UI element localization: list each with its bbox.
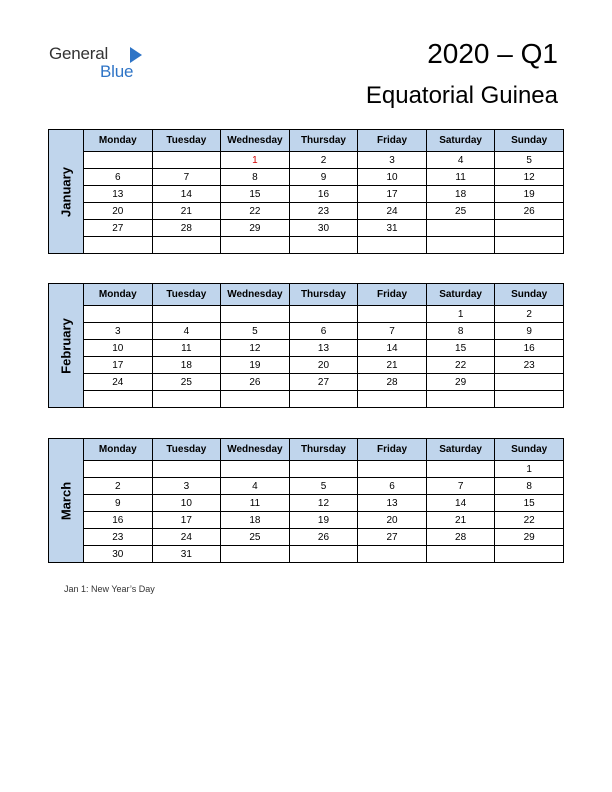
day-cell: 13 (84, 186, 153, 203)
day-cell: 17 (152, 512, 221, 529)
day-cell: 4 (221, 478, 290, 495)
day-cell (221, 546, 290, 563)
week-row (49, 357, 564, 374)
day-cell (358, 461, 427, 478)
month-label (49, 284, 84, 408)
week-row (49, 478, 564, 495)
day-cell: 9 (495, 323, 564, 340)
day-cell: 8 (495, 478, 564, 495)
day-cell: 15 (495, 495, 564, 512)
day-cell: 25 (221, 529, 290, 546)
day-cell: 10 (84, 340, 153, 357)
day-cell: 24 (358, 203, 427, 220)
day-cell: 12 (495, 169, 564, 186)
day-cell: 29 (426, 374, 495, 391)
day-cell: 13 (289, 340, 358, 357)
day-cell (152, 391, 221, 408)
day-cell: 2 (289, 152, 358, 169)
weekday-header: Thursday (289, 284, 358, 306)
day-cell (84, 391, 153, 408)
day-cell: 4 (426, 152, 495, 169)
day-cell: 31 (152, 546, 221, 563)
weekday-header: Friday (358, 284, 427, 306)
week-row (49, 495, 564, 512)
day-cell: 15 (426, 340, 495, 357)
day-cell (426, 237, 495, 254)
day-cell: 12 (221, 340, 290, 357)
day-cell: 11 (426, 169, 495, 186)
holiday-notes: Jan 1: New Year’s Day (64, 584, 155, 594)
logo-general-text: General (49, 44, 109, 63)
day-cell: 26 (221, 374, 290, 391)
day-cell: 29 (221, 220, 290, 237)
day-cell: 26 (289, 529, 358, 546)
day-cell: 2 (84, 478, 153, 495)
day-cell: 5 (495, 152, 564, 169)
week-row (49, 323, 564, 340)
day-cell: 29 (495, 529, 564, 546)
day-cell: 11 (221, 495, 290, 512)
day-cell: 26 (495, 203, 564, 220)
week-row (49, 461, 564, 478)
day-cell: 5 (289, 478, 358, 495)
day-cell: 10 (358, 169, 427, 186)
day-cell: 6 (289, 323, 358, 340)
day-cell (152, 237, 221, 254)
weekday-header: Tuesday (152, 130, 221, 152)
day-cell: 5 (221, 323, 290, 340)
day-cell: 19 (289, 512, 358, 529)
day-cell: 21 (152, 203, 221, 220)
weekday-header: Tuesday (152, 284, 221, 306)
week-row (49, 340, 564, 357)
day-cell: 16 (289, 186, 358, 203)
day-cell: 9 (289, 169, 358, 186)
weekday-header: Saturday (426, 439, 495, 461)
weekday-header: Sunday (495, 284, 564, 306)
weekday-header: Wednesday (221, 439, 290, 461)
day-cell (495, 220, 564, 237)
day-cell: 16 (495, 340, 564, 357)
day-cell: 20 (358, 512, 427, 529)
day-cell: 13 (358, 495, 427, 512)
day-cell: 25 (426, 203, 495, 220)
month-name: January (58, 166, 74, 217)
day-cell: 3 (358, 152, 427, 169)
day-cell (221, 461, 290, 478)
weekday-header: Wednesday (221, 284, 290, 306)
week-row (49, 203, 564, 220)
day-cell (84, 461, 153, 478)
week-row (49, 374, 564, 391)
week-row (49, 220, 564, 237)
month-label (49, 439, 84, 563)
day-cell: 23 (84, 529, 153, 546)
day-cell: 27 (84, 220, 153, 237)
day-cell (358, 237, 427, 254)
day-cell (289, 391, 358, 408)
logo-blue-text: Blue (100, 62, 134, 81)
month-name: March (58, 481, 74, 520)
weekday-header: Thursday (289, 439, 358, 461)
weekday-header: Friday (358, 439, 427, 461)
weekday-header: Friday (358, 130, 427, 152)
logo-flag-icon (130, 47, 142, 63)
day-cell: 7 (426, 478, 495, 495)
day-cell: 4 (152, 323, 221, 340)
day-cell: 24 (152, 529, 221, 546)
day-cell (221, 306, 290, 323)
logo (49, 44, 149, 84)
day-cell (358, 546, 427, 563)
day-cell (358, 391, 427, 408)
day-cell: 12 (289, 495, 358, 512)
day-cell (84, 237, 153, 254)
day-cell: 27 (358, 529, 427, 546)
day-cell: 20 (289, 357, 358, 374)
day-cell (358, 306, 427, 323)
day-cell: 20 (84, 203, 153, 220)
day-cell: 1 (221, 152, 290, 169)
day-cell (289, 546, 358, 563)
week-row (49, 391, 564, 408)
week-row (49, 169, 564, 186)
month-table (48, 438, 564, 563)
weekday-header: Monday (84, 284, 153, 306)
day-cell: 8 (221, 169, 290, 186)
day-cell (84, 152, 153, 169)
week-row (49, 237, 564, 254)
week-row (49, 186, 564, 203)
day-cell (426, 220, 495, 237)
month-table (48, 129, 564, 254)
month-block-march (48, 438, 564, 563)
month-label (49, 130, 84, 254)
day-cell: 22 (426, 357, 495, 374)
day-cell: 9 (84, 495, 153, 512)
day-cell (84, 306, 153, 323)
week-row (49, 306, 564, 323)
day-cell (221, 391, 290, 408)
day-cell (152, 152, 221, 169)
week-row (49, 529, 564, 546)
weekday-header: Tuesday (152, 439, 221, 461)
weekday-header: Saturday (426, 130, 495, 152)
day-cell (152, 461, 221, 478)
page-title: 2020 – Q1 (427, 38, 558, 69)
day-cell: 17 (358, 186, 427, 203)
day-cell: 23 (495, 357, 564, 374)
day-cell: 1 (495, 461, 564, 478)
week-row (49, 546, 564, 563)
day-cell: 14 (358, 340, 427, 357)
day-cell: 21 (358, 357, 427, 374)
month-block-february (48, 283, 564, 408)
day-cell: 27 (289, 374, 358, 391)
day-cell (495, 391, 564, 408)
week-row (49, 512, 564, 529)
day-cell: 2 (495, 306, 564, 323)
day-cell: 17 (84, 357, 153, 374)
day-cell: 22 (221, 203, 290, 220)
day-cell: 30 (289, 220, 358, 237)
month-block-january (48, 129, 564, 254)
weekday-header: Sunday (495, 439, 564, 461)
day-cell (289, 306, 358, 323)
day-cell (495, 546, 564, 563)
day-cell: 30 (84, 546, 153, 563)
day-cell (495, 237, 564, 254)
day-cell: 3 (152, 478, 221, 495)
day-cell: 16 (84, 512, 153, 529)
day-cell: 1 (426, 306, 495, 323)
day-cell (495, 374, 564, 391)
day-cell: 7 (358, 323, 427, 340)
day-cell: 28 (358, 374, 427, 391)
day-cell: 19 (221, 357, 290, 374)
week-row (49, 152, 564, 169)
month-name: February (58, 317, 74, 374)
day-cell (426, 391, 495, 408)
weekday-header: Saturday (426, 284, 495, 306)
weekday-header: Sunday (495, 130, 564, 152)
day-cell: 25 (152, 374, 221, 391)
day-cell: 18 (152, 357, 221, 374)
weekday-header: Wednesday (221, 130, 290, 152)
day-cell: 18 (221, 512, 290, 529)
day-cell (152, 306, 221, 323)
day-cell: 28 (426, 529, 495, 546)
month-table (48, 283, 564, 408)
day-cell (426, 546, 495, 563)
day-cell: 28 (152, 220, 221, 237)
day-cell: 22 (495, 512, 564, 529)
day-cell: 3 (84, 323, 153, 340)
day-cell (426, 461, 495, 478)
day-cell: 8 (426, 323, 495, 340)
day-cell: 19 (495, 186, 564, 203)
day-cell: 6 (358, 478, 427, 495)
day-cell: 10 (152, 495, 221, 512)
weekday-header: Thursday (289, 130, 358, 152)
day-cell (289, 237, 358, 254)
weekday-header: Monday (84, 439, 153, 461)
day-cell: 24 (84, 374, 153, 391)
day-cell: 11 (152, 340, 221, 357)
day-cell: 14 (152, 186, 221, 203)
day-cell: 18 (426, 186, 495, 203)
day-cell: 6 (84, 169, 153, 186)
day-cell: 31 (358, 220, 427, 237)
country-name: Equatorial Guinea (365, 82, 558, 109)
day-cell: 14 (426, 495, 495, 512)
day-cell (221, 237, 290, 254)
day-cell: 23 (289, 203, 358, 220)
weekday-header: Monday (84, 130, 153, 152)
day-cell: 21 (426, 512, 495, 529)
day-cell (289, 461, 358, 478)
day-cell: 15 (221, 186, 290, 203)
day-cell: 7 (152, 169, 221, 186)
